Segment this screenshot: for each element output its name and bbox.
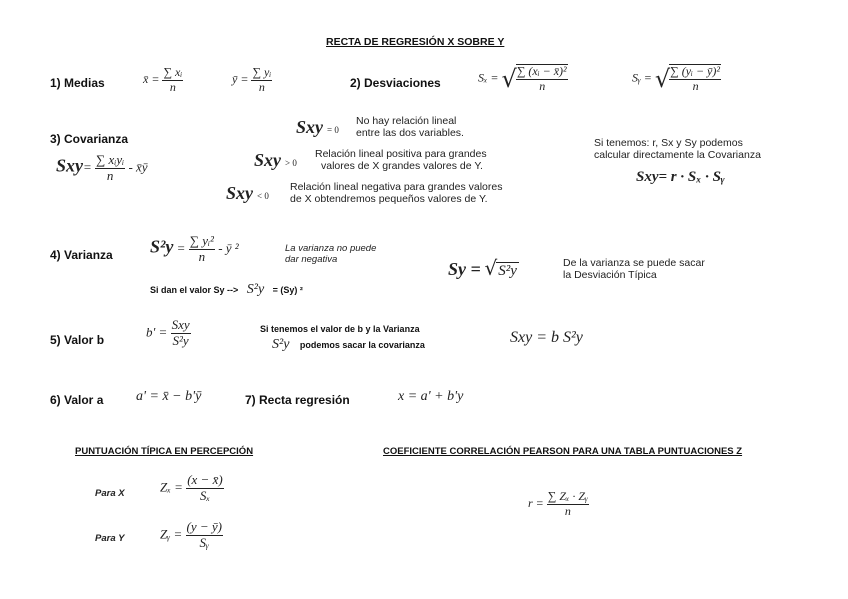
- valor-b-note-s2: S²y: [272, 337, 290, 352]
- direct-text-1: Si tenemos: r, Sx y Sy podemos: [594, 137, 743, 149]
- covariance-sxy: Sxy: [56, 155, 83, 176]
- zx-lhs: Zₓ =: [160, 479, 183, 495]
- page-title: RECTA DE REGRESIÓN X SOBRE Y: [326, 36, 505, 48]
- covariance-tail: - x̄ȳ: [128, 159, 148, 175]
- zy-lhs: Zᵧ =: [160, 526, 183, 542]
- variance-from-sy-tail: = (Sy) ²: [272, 285, 303, 295]
- case-zero-cond: = 0: [327, 125, 339, 135]
- case-pos-text: [315, 148, 487, 172]
- tipica-title: PUNTUACIÓN TÍPICA EN PERCEPCIÓN: [75, 446, 254, 457]
- variance-numerator: ∑ yᵢ²: [189, 233, 214, 248]
- valor-b-denominator: S²y: [172, 332, 189, 348]
- case-neg-text-1: Relación lineal negativa para grandes valores: [290, 181, 503, 193]
- sx-denominator: n: [539, 78, 546, 93]
- mean-y-formula: ȳ = $\frac{\text{∑ yᵢ}}{n}$: [232, 65, 272, 94]
- sx-radicand: ∑ (xᵢ − x̄)²: [516, 64, 567, 78]
- case-zero-text-1: No hay relación lineal: [356, 115, 457, 127]
- valor-b-formula: [146, 318, 191, 349]
- variance-s2y: S²y: [150, 236, 174, 257]
- valor-b-note: [260, 324, 425, 353]
- pearson-lhs: r =: [528, 496, 544, 511]
- covariance-from-b-formula: Sxy = b S²y: [510, 329, 583, 346]
- covarianza-label: 3) Covarianza: [50, 132, 129, 146]
- pearson-denominator: n: [564, 503, 571, 518]
- case-pos-sxy: Sxy: [254, 150, 281, 170]
- mean-x-formula: x̄ = $\frac{\text{∑ xᵢ}}{n}$: [143, 65, 183, 94]
- pearson-title: COEFICIENTE CORRELACIÓN PEARSON PARA UNA TABLA PUNTUACIONES Z: [383, 446, 743, 457]
- para-y-label: Para Y: [95, 533, 125, 544]
- case-zero-text-2: entre las dos variables.: [356, 127, 464, 139]
- sy-symbol: Sᵧ: [632, 70, 641, 85]
- direct-text-2: calcular directamente la Covarianza: [594, 149, 761, 161]
- variance-from-sy-s2: S²y: [246, 282, 265, 297]
- case-neg-text: [290, 181, 502, 205]
- variance-formula: S²y = $\frac{\text{∑ yᵢ²}}{n}$ - ȳ ²: [150, 233, 239, 264]
- case-neg-text-2: de X obtendremos pequeños valores de Y.: [290, 193, 488, 205]
- case-pos-text-2: valores de X grandes valores de Y.: [321, 160, 483, 172]
- valor-b-label: 5) Valor b: [50, 333, 105, 347]
- zy-formula: [160, 520, 223, 551]
- case-pos-cond: > 0: [285, 158, 297, 168]
- variance-note: [285, 243, 376, 265]
- sy-formula: Sᵧ = √ $\frac{\text{∑ (yᵢ − ȳ)²}}{n}$: [632, 64, 720, 93]
- covariance-formula: Sxy= $\frac{\text{∑ xᵢyᵢ}}{n}$ - x̄ȳ: [56, 152, 148, 183]
- valor-b-note-1: Si tenemos el valor de b y la Varianza: [260, 324, 420, 334]
- std-dev-radicand: S²y: [498, 263, 517, 279]
- variance-note-1: La varianza no puede: [285, 243, 377, 254]
- varianza-label: 4) Varianza: [50, 248, 113, 262]
- variance-denominator: n: [198, 248, 206, 264]
- mean-y-denominator: n: [258, 79, 265, 94]
- sx-formula: Sₓ = √ $\frac{\text{∑ (xᵢ − x̄)²}}{n}$: [478, 64, 567, 93]
- case-zero-formula: [296, 117, 339, 138]
- valor-a-formula: a' = x̄ − b'ȳ: [136, 389, 202, 404]
- mean-x-symbol: x̄: [143, 72, 149, 87]
- desviaciones-label: 2) Desviaciones: [350, 76, 441, 90]
- zy-numerator: (y − ȳ): [186, 519, 222, 534]
- para-x-label: Para X: [95, 488, 125, 499]
- valor-b-lhs: b' =: [146, 324, 168, 340]
- covariance-denominator: n: [106, 167, 114, 183]
- pearson-formula: [528, 490, 589, 519]
- case-neg-cond: < 0: [257, 191, 269, 201]
- sx-symbol: Sₓ: [478, 70, 488, 85]
- variance-note-2: dar negativa: [285, 254, 338, 265]
- std-dev-note: [563, 257, 705, 281]
- medias-label: 1) Medias: [50, 76, 105, 90]
- recta-label: 7) Recta regresión: [245, 393, 350, 407]
- case-zero-sxy: Sxy: [296, 117, 323, 137]
- pearson-numerator: ∑ Zₓ · Zᵧ: [547, 489, 588, 503]
- mean-x-numerator: ∑ xᵢ: [163, 65, 183, 79]
- zx-numerator: (x − x̄): [187, 472, 223, 487]
- mean-y-numerator: ∑ yᵢ: [252, 65, 272, 79]
- case-pos-formula: [254, 150, 297, 171]
- valor-b-note-2: podemos sacar la covarianza: [299, 340, 425, 350]
- case-pos-text-1: Relación lineal positiva para grandes: [315, 148, 487, 160]
- mean-x-denominator: n: [169, 79, 176, 94]
- variance-tail: - ȳ ²: [218, 240, 239, 256]
- covariance-numerator: ∑ xᵢyᵢ: [96, 152, 125, 167]
- direct-covariance-formula: Sxy= r · Sₓ · Sᵧ: [636, 169, 725, 185]
- std-dev-formula: Sy = √S²y: [448, 256, 517, 280]
- variance-from-sy: [150, 280, 303, 298]
- zx-formula: [160, 473, 224, 504]
- sy-radicand: ∑ (yᵢ − ȳ)²: [670, 64, 720, 78]
- zx-denominator: Sₓ: [199, 487, 211, 503]
- direct-covariance-note: [594, 137, 761, 161]
- std-dev-lhs: Sy =: [448, 259, 481, 279]
- std-dev-note-1: De la varianza se puede sacar: [563, 257, 705, 269]
- zy-denominator: Sᵧ: [199, 534, 209, 550]
- case-neg-formula: [226, 183, 269, 204]
- std-dev-note-2: la Desviación Típica: [563, 269, 657, 281]
- sy-denominator: n: [692, 78, 699, 93]
- variance-from-sy-text: Si dan el valor Sy -->: [150, 285, 239, 295]
- mean-y-symbol: ȳ: [232, 72, 238, 87]
- valor-b-numerator: Sxy: [171, 317, 190, 332]
- valor-a-label: 6) Valor a: [50, 393, 104, 407]
- recta-formula: x = a' + b'y: [398, 389, 464, 404]
- case-zero-text: [356, 115, 464, 139]
- case-neg-sxy: Sxy: [226, 183, 253, 203]
